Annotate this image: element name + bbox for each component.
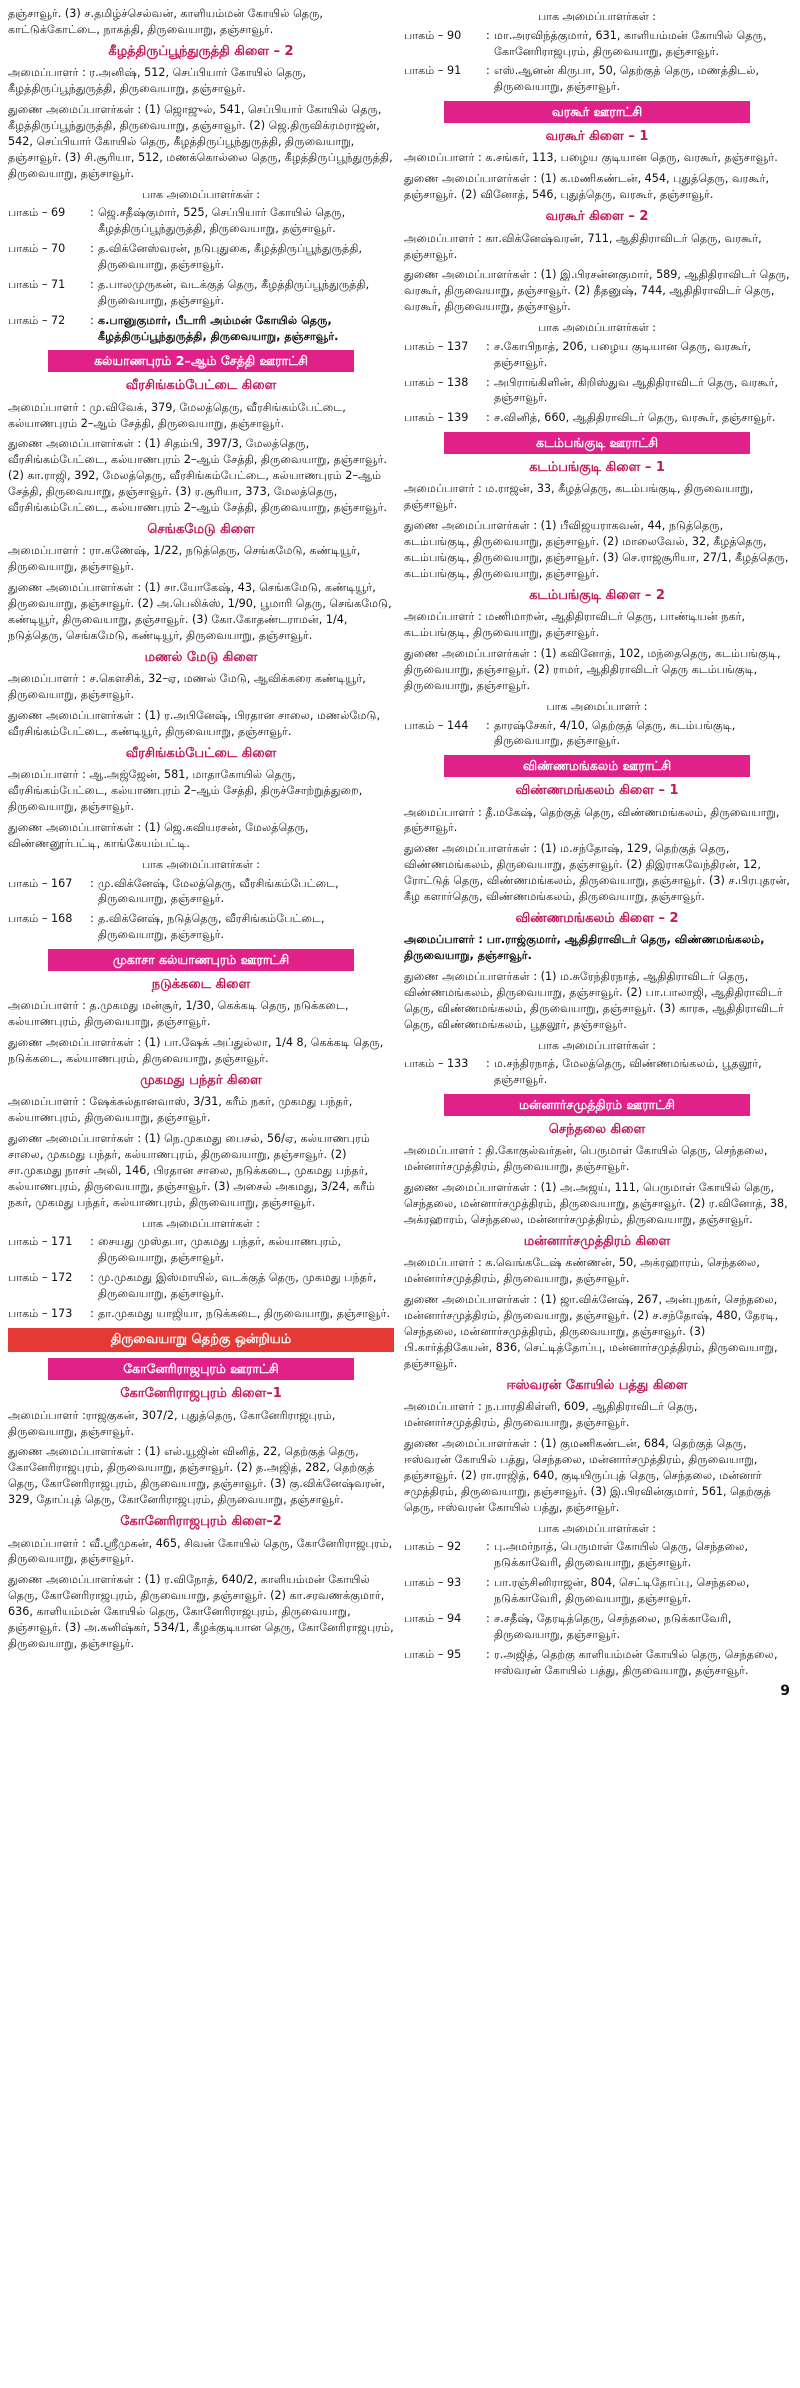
deputy-organizers-text: துணை அமைப்பாளர்கள் : (1) ம.சந்தோஷ், 129, தெற்குத் தெரு, விண்ணமங்கலம், திருவையாறு, தஞ்சாவூர். (2) திஇராகவேந்திரன், 12, ரோட்டுத் தெரு, விண்ணமங்கலம், திருவையாறு, தஞ்சாவூர். (3) ச.பிரபுதரன், கீழ களார்தெரு, விண்ணமங்கலம், திருவையாறு, தஞ்சாவூர். xyxy=(404,842,790,904)
booth-row: பாகம் – 91 : எஸ்.ஆனன் கிருபா, 50, தெற்குத் தெரு, மணத்திடல், திருவையாறு, தஞ்சாவூர். xyxy=(404,63,790,95)
deputy-organizers-text: துணை அமைப்பாளர்கள் : (1) நெ.முகமது பைசல், 56/ஏ, கல்யாணபுரம் சாலை, முகமது பந்தர், கல்யாணபுரம், திருவையாறு, தஞ்சாவூர். (2) சா.முகமது நாசர் அலி, 146, பிரதான சாலை, நடுக்கடை, முகமது பந்தர், கல்யாணபுரம், திருவையாறு, தஞ்சாவூர். (3) அசைல் அகமது, 3/24, கரீம் நகர், முகமது பந்தர், கல்யாணபுரம், திருவையாறு, தஞ்சாவூர். xyxy=(8,1132,376,1209)
booth-row: பாகம் – 137 : ச.கோபிநாத், 206, பழைய குடியான தெரு, வரகூர், தஞ்சாவூர். xyxy=(404,339,790,371)
organizer-text: அமைப்பாளர் : பா.ராஜ்குமார், ஆதிதிராவிடர் தெரு, விண்ணமங்கலம், திருவையாறு, தஞ்சாவூர். xyxy=(404,933,765,963)
organizer-text: அமைப்பாளர் : ர.அனிஷ், 512, செப்பியார் கோயில் தெரு, கீழத்திருப்பூந்துருத்தி, திருவையாறு, தஞ்சாவூர். xyxy=(8,66,307,96)
booth-value: மா.அரவிந்த்குமார், 631, காளியம்மன் கோயில் தெரு, கோனேரிராஜபுரம், திருவையாறு, தஞ்சாவூர். xyxy=(494,28,767,58)
organizer-text: அமைப்பாளர் : மு.விவேக், 379, மேலத்தெரு, வீரசிங்கம்பேட்டை, கல்யாணபுரம் 2–ஆம் சேத்தி, திருவையாறு, தஞ்சாவூர். xyxy=(8,400,346,430)
deputy-organizers-text: துணை அமைப்பாளர்கள் : (1) சா.யோகேஷ், 43, செங்கமேடு, கண்டியூர், திருவையாறு, தஞ்சாவூர். (2) அ.பெலிக்ஸ், 1/90, பூமாரி தெரு, செங்கமேடு, கண்டியூர், திருவையாறு, தஞ்சாவூர். (3) கோ.கோதண்டராமன், 1/4, நடுத்தெரு, செங்கமேடு, கண்டியூர், திருவையாறு, தஞ்சாவூர். xyxy=(8,581,392,642)
branch-heading: வீரசிங்கம்பேட்டை கிளை xyxy=(125,745,277,761)
deputy-organizers-text: துணை அமைப்பாளர்கள் : (1) க.மணிகண்டன், 454, புதுத்தெரு, வரகூர், தஞ்சாவூர். (2) வினோத், 546, புதுத்தெரு, வரகூர், தஞ்சாவூர். xyxy=(404,172,770,202)
deputy-organizers-text: துணை அமைப்பாளர்கள் : (1) இ.பிரசன்னகுமார், 589, ஆதிதிராவிடர் தெரு, வரகூர், திருவையாறு, தஞ்சாவூர். (2) தீதனுஷ், 744, ஆதிதிராவிடர் தெரு, வரகூர், திருவையாறு, தஞ்சாவூர். xyxy=(404,268,790,314)
booth-label: பாகம் – 144 xyxy=(404,718,469,732)
section-subheading: பாக அமைப்பாளர்கள் : xyxy=(142,857,260,871)
branch-heading: முகமது பந்தர் கிளை xyxy=(140,1073,262,1089)
branch-heading: செந்தலை கிளை xyxy=(548,1122,646,1138)
branch-heading: மன்னார்சமுத்திரம் கிளை xyxy=(523,1234,671,1250)
branch-heading: கோனேரிராஜபுரம் கிளை–2 xyxy=(120,1514,282,1530)
booth-value: தாரஷ்சேகர், 4/10, தெற்குத் தெரு, கடம்பங்குடி, திருவையாறு, தஞ்சாவூர். xyxy=(494,718,736,748)
booth-label: பாகம் – 94 xyxy=(404,1611,462,1625)
section-subheading: பாக அமைப்பாளர்கள் : xyxy=(538,1521,656,1535)
booth-row: பாகம் – 95 : ர.அஜித், தெற்கு காளியம்மன் கோயில் தெரு, செந்தலை, ஈஸ்வரன் கோயில் பத்து, திருவையாறு, தஞ்சாவூர். xyxy=(404,1647,790,1679)
booth-row: பாகம் – 144 : தாரஷ்சேகர், 4/10, தெற்குத் தெரு, கடம்பங்குடி, திருவையாறு, தஞ்சாவூர். xyxy=(404,718,790,750)
section-subheading: பாக அமைப்பாளர்கள் : xyxy=(142,1216,260,1230)
booth-value: அபிராங்கிளின், கிறிஸ்துவ ஆதிதிராவிடர் தெரு, வரகூர், தஞ்சாவூர். xyxy=(494,375,779,405)
booth-label: பாகம் – 91 xyxy=(404,64,462,78)
panchayat-banner: விண்ணமங்கலம் ஊராட்சி xyxy=(444,755,750,777)
booth-label: பாகம் – 172 xyxy=(8,1271,73,1285)
branch-heading: விண்ணமங்கலம் கிளை – 1 xyxy=(515,783,679,799)
branch-heading: வரகூர் கிளை – 1 xyxy=(545,128,649,144)
booth-row: பாகம் – 90 : மா.அரவிந்த்குமார், 631, காளியம்மன் கோயில் தெரு, கோனேரிராஜபுரம், திருவையாறு, தஞ்சாவூர். xyxy=(404,28,790,60)
union-banner: திருவையாறு தெற்கு ஒன்றியம் xyxy=(8,1328,394,1352)
booth-label: பாகம் – 133 xyxy=(404,1057,469,1071)
organizer-text: அமைப்பாளர் : வீ.ஸ்ரீமுகன், 465, சிவன் கோயில் தெரு, கோனேரிராஜபுரம், திருவையாறு, தஞ்சாவூர். xyxy=(8,1536,393,1566)
booth-label: பாகம் – 138 xyxy=(404,375,469,389)
panchayat-banner: முகாசா கல்யாணபுரம் ஊராட்சி xyxy=(48,949,354,971)
booth-label: பாகம் – 71 xyxy=(8,277,66,291)
booth-value: த.விக்னேஷ், நடுத்தெரு, வீரசிங்கம்பேட்டை, திருவையாறு, தஞ்சாவூர். xyxy=(98,912,325,942)
booth-row: பாகம் – 94 : ச.சதீஷ், தேரடித்தெரு, செந்தலை, நடுக்காவேரி, திருவையாறு, தஞ்சாவூர். xyxy=(404,1611,790,1643)
booth-label: பாகம் – 92 xyxy=(404,1540,462,1554)
panchayat-banner: கடம்பங்குடி ஊராட்சி xyxy=(444,432,750,454)
section-subheading: பாக அமைப்பாளர் : xyxy=(546,699,648,713)
booth-value: த.பாலமுருகன், வடக்குத் தெரு, கீழத்திருப்பூந்துருத்தி, திருவையாறு, தஞ்சாவூர். xyxy=(98,277,370,307)
deputy-organizers-text: துணை அமைப்பாளர்கள் : (1) ர.விநோத், 640/2, காளியம்மன் கோயில் தெரு, கோனேரிராஜபுரம், திருவையாறு, தஞ்சாவூர். (2) கா.சரவணக்குமார், 636, காளியம்மன் கோயில் தெரு, கோனேரிராஜபுரம், திருவையாறு, தஞ்சாவூர். (3) அ.கனிஷ்கர், 534/1, கீழக்குடியான தெரு, கோனேரிராஜபுரம், திருவையாறு, தஞ்சாவூர். xyxy=(8,1573,394,1650)
deputy-organizers-text: துணை அமைப்பாளர்கள் : (1) கவினோத், 102, மந்தைதெரு, கடம்பங்குடி, திருவையாறு, தஞ்சாவூர். (2) ராமர், ஆதிதிராவிடர் தெரு கடம்பங்குடி, திருவையாறு, தஞ்சாவூர். xyxy=(404,647,781,692)
deputy-organizers-text: துணை அமைப்பாளர்கள் : (1) எல்.யூஜின் வினித், 22, தெற்குத் தெரு, கோனேரிராஜபுரம், திருவையாறு, தஞ்சாவூர். (2) த.அஜித், 282, தெற்குத் தெரு, கோனேரிராஜபுரம், திருவையாறு, தஞ்சாவூர். (3) கு.விக்னேஷ்வரன், 329, தோப்புத் தெரு, கோனேரிராஜபுரம், திருவையாறு, தஞ்சாவூர். xyxy=(8,1445,386,1507)
booth-row: பாகம் – 71 : த.பாலமுருகன், வடக்குத் தெரு, கீழத்திருப்பூந்துருத்தி, திருவையாறு, தஞ்சாவூர். xyxy=(8,277,394,309)
right-column xyxy=(404,6,790,2388)
organizer-text: அமைப்பாளர் : க.சங்கர், 113, பழைய குடியான தெரு, வரகூர், தஞ்சாவூர். xyxy=(404,151,778,165)
deputy-organizers-text: துணை அமைப்பாளர்கள் : (1) ஜா.விக்னேஷ், 267, அன்புநகர், செந்தலை, மன்னார்சமுத்திரம், திருவையாறு, தஞ்சாவூர். (2) ச.சந்தோஷ், 480, தேரடி, செந்தலை, மன்னார்சமுத்திரம், திருவையாறு, தஞ்சாவூர். (3) பி.கார்த்திகேயன், 836, செட்டித்தோப்பு, மன்னார்சமுத்திரம், திருவையாறு, தஞ்சாவூர். xyxy=(404,1293,779,1370)
branch-heading: கடம்பங்குடி கிளை – 2 xyxy=(529,587,665,603)
deputy-organizers-text: துணை அமைப்பாளர்கள் : (1) பா.ஷேக் அப்துல்லா, 1/4 8, கெக்கடி தெரு, நடுக்கடை, கல்யாணபுரம், திருவையாறு, தஞ்சாவூர். xyxy=(8,1036,384,1066)
booth-row: பாகம் – 133 : ம.சந்திரநாத், மேலத்தெரு, விண்ணமங்கலம், பூதலூர், தஞ்சாவூர். xyxy=(404,1056,790,1088)
booth-value: ம.சந்திரநாத், மேலத்தெரு, விண்ணமங்கலம், பூதலூர், தஞ்சாவூர். xyxy=(494,1057,762,1087)
section-subheading: பாக அமைப்பாளர்கள் : xyxy=(538,1038,656,1052)
branch-heading: கீழத்திருப்பூந்துருத்தி கிளை – 2 xyxy=(108,43,294,59)
branch-heading: கோனேரிராஜபுரம் கிளை–1 xyxy=(120,1386,282,1402)
deputy-organizers-text: துணை அமைப்பாளர்கள் : (1) குமணிகண்டன், 684, தெற்குத் தெரு, ஈஸ்வரன் கோயில் பத்து, செந்தலை, மன்னார்சமுத்திரம், திருவையாறு, தஞ்சாவூர். (2) ரா.ராஜித், 640, குடியிருப்புத் தெரு, செந்தலை, மன்னார் சமுத்திரம், திருவையாறு, தஞ்சாவூர். (3) இ.பிரவின்குமார், 561, தெற்குத் தெரு, ஈஸ்வரன் கோயில் பத்து, தஞ்சாவூர். xyxy=(404,1437,771,1514)
booth-value: ச.சதீஷ், தேரடித்தெரு, செந்தலை, நடுக்காவேரி, திருவையாறு, தஞ்சாவூர். xyxy=(494,1611,732,1641)
intro-text: தஞ்சாவூர். (3) ச.தமிழ்ச்செல்வன், காளியம்மன் கோயில் தெரு, காட்டுக்கோட்டை, நாகத்தி, திருவையாறு, தஞ்சாவூர். xyxy=(8,7,323,36)
section-subheading: பாக அமைப்பாளர்கள் : xyxy=(538,10,656,23)
page-number: 9 xyxy=(780,1683,790,1700)
booth-label: பாகம் – 70 xyxy=(8,242,66,256)
branch-heading: ஈஸ்வரன் கோயில் பத்து கிளை xyxy=(506,1377,688,1393)
booth-row: பாகம் – 69 : ஜெ.சதீஷ்குமார், 525, செப்பியார் கோயில் தெரு, கீழத்திருப்பூந்துருத்தி, திருவையாறு, தஞ்சாவூர். xyxy=(8,205,394,237)
branch-heading: கடம்பங்குடி கிளை – 1 xyxy=(529,460,665,476)
booth-row: பாகம் – 93 : பா.ரஞ்சினிராஜன், 804, செட்டிதோப்பு, செந்தலை, நடுக்காவேரி, திருவையாறு, தஞ்சாவூர். xyxy=(404,1575,790,1607)
booth-row: பாகம் – 167 : மு.விக்னேஷ், மேலத்தெரு, வீரசிங்கம்பேட்டை, திருவையாறு, தஞ்சாவூர். xyxy=(8,876,394,908)
deputy-organizers-text: துணை அமைப்பாளர்கள் : (1) ஜொஜுல், 541, செப்பியார் கோயில் தெரு, கீழத்திருப்பூந்துருத்தி, திருவையாறு, தஞ்சாவூர். (2) ஜெ.திருவிக்ரமராஜன், 542, செப்பியார் கோயில் தெரு, கீழத்திருப்பூந்துருத்தி, திருவையாறு, தஞ்சாவூர். (3) சி.சூரியா, 512, மணக்கொல்லை தெரு, கீழத்திருப்பூந்துருத்தி, திருவையாறு, தஞ்சாவூர். xyxy=(8,103,393,180)
booth-value: பா.ரஞ்சினிராஜன், 804, செட்டிதோப்பு, செந்தலை, நடுக்காவேரி, திருவையாறு, தஞ்சாவூர். xyxy=(494,1576,750,1605)
deputy-organizers-text: துணை அமைப்பாளர்கள் : (1) அ.அஜய், 111, பெருமாள் கோயில் தெரு, செந்தலை, மன்னார்சமுத்திரம், திருவையாறு, தஞ்சாவூர். (2) ர.வினோத், 38, அக்ரஹாரம், செந்தலை, மன்னார்சமுத்திரம், திருவையாறு, தஞ்சாவூர். xyxy=(404,1181,788,1227)
booth-value: மு.விக்னேஷ், மேலத்தெரு, வீரசிங்கம்பேட்டை, திருவையாறு, தஞ்சாவூர். xyxy=(98,876,339,906)
deputy-organizers-text: துணை அமைப்பாளர்கள் : (1) பீவிஜயராகவன், 44, நடுத்தெரு, கடம்பங்குடி, திருவையாறு, தஞ்சாவூர். (2) மாலைவேல், 32, கீழத்தெரு, கடம்பங்குடி, திருவையாறு, தஞ்சாவூர். (3) செ.ராஜசூரியா, 27/1, கீழத்தெரு, கடம்பங்குடி, திருவையாறு, தஞ்சாவூர். xyxy=(404,519,789,581)
booth-label: பாகம் – 95 xyxy=(404,1647,462,1661)
organizer-text: அமைப்பாளர் : மணிமாறன், ஆதிதிராவிடர் தெரு, பாண்டியன் நகர், கடம்பங்குடி, திருவையாறு, தஞ்சாவூர். xyxy=(404,610,746,640)
panchayat-banner: கோனேரிராஜபுரம் ஊராட்சி xyxy=(48,1358,354,1380)
organizer-text: அமைப்பாளர் : தி.கோகுல்வர்தன், பெருமாள் கோயில் தெரு, செந்தலை, மன்னார்சமுத்திரம், திருவையாறு, தஞ்சாவூர். xyxy=(404,1144,768,1174)
panchayat-banner: கல்யாணபுரம் 2–ஆம் சேத்தி ஊராட்சி xyxy=(48,350,354,372)
booth-label: பாகம் – 167 xyxy=(8,876,73,890)
booth-label: பாகம் – 139 xyxy=(404,411,469,425)
branch-heading: வரகூர் கிளை – 2 xyxy=(545,209,649,225)
booth-label: பாகம் – 171 xyxy=(8,1235,73,1249)
organizer-text: அமைப்பாளர் : ந.பாரதிகிள்ளி, 609, ஆதிதிராவிடர் தெரு, மன்னார்சமுத்திரம், திருவையாறு, தஞ்சாவூர். xyxy=(404,1400,698,1430)
booth-row: பாகம் – 92 : பு.அமர்நாத், பெருமாள் கோயில் தெரு, செந்தலை, நடுக்காவேரி, திருவையாறு, தஞ்சாவூர். xyxy=(404,1539,790,1571)
booth-value: மு.முகமது இஸ்மாயில், வடக்குத் தெரு, முகமது பந்தர், திருவையாறு, தஞ்சாவூர். xyxy=(98,1271,377,1301)
booth-label: பாகம் – 72 xyxy=(8,313,66,327)
organizer-text: அமைப்பாளர் : கா.விக்னேஷ்வரன், 711, ஆதிதிராவிடர் தெரு, வரகூர், தஞ்சாவூர். xyxy=(404,231,762,261)
booth-value: சையது முஸ்தபா, முகமது பந்தர், கல்யாணபுரம், திருவையாறு, தஞ்சாவூர். xyxy=(98,1235,342,1265)
booth-label: பாகம் – 69 xyxy=(8,206,66,220)
branch-heading: வீரசிங்கம்பேட்டை கிளை xyxy=(125,378,277,394)
panchayat-banner: வரகூர் ஊராட்சி xyxy=(444,101,750,123)
branch-heading: நடுக்கடை கிளை xyxy=(151,976,251,992)
panchayat-banner: மன்னார்சமுத்திரம் ஊராட்சி xyxy=(444,1094,750,1116)
booth-label: பாகம் – 90 xyxy=(404,28,462,42)
deputy-organizers-text: துணை அமைப்பாளர்கள் : (1) சிதம்பி, 397/3, மேலத்தெரு, வீரசிங்கம்பேட்டை, கல்யாணபுரம் 2–ஆம் சேத்தி, திருவையாறு, தஞ்சாவூர். (2) கா.ராஜி, 392, மேலத்தெரு, வீரசிங்கம்பேட்டை, கல்யாணபுரம் 2–ஆம் சேத்தி, திருவையாறு, தஞ்சாவூர். (3) ர.சூரியா, 373, மேலத்தெரு, வீரசிங்கம்பேட்டை, கல்யாணபுரம் 2–ஆம் சேத்தி, திருவையாறு, தஞ்சாவூர். xyxy=(8,437,387,515)
left-column xyxy=(8,6,394,2388)
booth-label: பாகம் – 137 xyxy=(404,339,469,353)
booth-row: பாகம் – 70 : த.விக்னேஸ்வரன், நடுபுதுகை, கீழத்திருப்பூந்துருத்தி, திருவையாறு, தஞ்சாவூர். xyxy=(8,241,394,273)
branch-heading: விண்ணமங்கலம் கிளை – 2 xyxy=(515,910,679,926)
booth-value: ச.கோபிநாத், 206, பழைய குடியான தெரு, வரகூர், தஞ்சாவூர். xyxy=(494,339,752,369)
booth-value: த.விக்னேஸ்வரன், நடுபுதுகை, கீழத்திருப்பூந்துருத்தி, திருவையாறு, தஞ்சாவூர். xyxy=(98,242,363,271)
booth-label: பாகம் – 173 xyxy=(8,1307,73,1321)
organizer-text: அமைப்பாளர் : ரா.கணேஷ், 1/22, நடுத்தெரு, செங்கமேடு, கண்டியூர், திருவையாறு, தஞ்சாவூர். xyxy=(8,544,361,574)
booth-row: பாகம் – 173 : தா.முகமது யாஜியா, நடுக்கடை, திருவையாறு, தஞ்சாவூர். xyxy=(8,1306,394,1322)
organizer-text: அமைப்பாளர் : த.முகமது மன்சூர், 1/30, கெக்கடி தெரு, நடுக்கடை, கல்யாணபுரம், திருவையாறு, தஞ்சாவூர். xyxy=(8,999,349,1029)
section-subheading: பாக அமைப்பாளர்கள் : xyxy=(538,321,656,335)
organizer-text: அமைப்பாளர் :ராஜகுகன், 307/2, புதுத்தெரு, கோனேரிராஜபுரம், திருவையாறு, தஞ்சாவூர். xyxy=(8,1408,336,1438)
booth-value: தா.முகமது யாஜியா, நடுக்கடை, திருவையாறு, தஞ்சாவூர். xyxy=(98,1307,391,1321)
booth-label: பாகம் – 93 xyxy=(404,1576,462,1590)
booth-row: பாகம் – 138 : அபிராங்கிளின், கிறிஸ்துவ ஆதிதிராவிடர் தெரு, வரகூர், தஞ்சாவூர். xyxy=(404,375,790,407)
booth-row: பாகம் – 172 : மு.முகமது இஸ்மாயில், வடக்குத் தெரு, முகமது பந்தர், திருவையாறு, தஞ்சாவூர். xyxy=(8,1270,394,1302)
booth-value: க.பானுகுமார், பீடாரி அம்மன் கோயில் தெரு, கீழத்திருப்பூந்துருத்தி, திருவையாறு, தஞ்சாவூர். xyxy=(98,313,339,343)
booth-value: ர.அஜித், தெற்கு காளியம்மன் கோயில் தெரு, செந்தலை, ஈஸ்வரன் கோயில் பத்து, திருவையாறு, தஞ்சாவூர். xyxy=(494,1647,778,1677)
branch-heading: செங்கமேடு கிளை xyxy=(147,522,255,538)
organizer-text: அமைப்பாளர் : ச.கௌசிக், 32–ஏ, மணல் மேடு, ஆவிக்கரை கண்டியூர், திருவையாறு, தஞ்சாவூர். xyxy=(8,672,366,702)
booth-value: ஜெ.சதீஷ்குமார், 525, செப்பியார் கோயில் தெரு, கீழத்திருப்பூந்துருத்தி, திருவையாறு, தஞ்சாவூர். xyxy=(98,206,346,236)
organizer-text: அமைப்பாளர் : க.வெங்கடேஷ் கண்ணன், 50, அக்ரஹாரம், செந்தலை, மன்னார்சமுத்திரம், திருவையாறு, தஞ்சாவூர். xyxy=(404,1256,760,1286)
organizer-text: அமைப்பாளர் : ம.ராஜன், 33, கீழத்தெரு, கடம்பங்குடி, திருவையாறு, தஞ்சாவூர். xyxy=(404,482,754,512)
booth-value: பு.அமர்நாத், பெருமாள் கோயில் தெரு, செந்தலை, நடுக்காவேரி, திருவையாறு, தஞ்சாவூர். xyxy=(494,1540,749,1570)
organizer-text: அமைப்பாளர் : தீ.மகேஷ், தெற்குத் தெரு, விண்ணமங்கலம், திருவையாறு, தஞ்சாவூர். xyxy=(404,805,780,835)
deputy-organizers-text: துணை அமைப்பாளர்கள் : (1) ஜெ.கவியரசன், மேலத்தெரு, விண்ணனூர்பட்டி, காங்கேயம்பட்டி. xyxy=(8,821,309,851)
branch-heading: மணல் மேடு கிளை xyxy=(144,649,258,665)
deputy-organizers-text: துணை அமைப்பாளர்கள் : (1) ர.அபினேஷ், பிரதான சாலை, மணல்மேடு, வீரசிங்கம்பேட்டை, கண்டியூர், திருவையாறு, தஞ்சாவூர். xyxy=(8,709,381,739)
organizer-text: அமைப்பாளர் : ஆ.அஜ்ஜேன், 581, மாதாகோயில் தெரு, வீரசிங்கம்பேட்டை, கல்யாணபுரம் 2–ஆம் சேத்தி, திருச்சோற்றுத்துறை, திருவையாறு, தஞ்சாவூர். xyxy=(8,768,363,814)
organizer-text: அமைப்பாளர் : ஷேக்சுல்தானவாஸ், 3/31, கரீம் நகர், முகமது பந்தர், கல்யாணபுரம், திருவையாறு, தஞ்சாவூர். xyxy=(8,1095,353,1125)
booth-row: பாகம் – 171 : சையது முஸ்தபா, முகமது பந்தர், கல்யாணபுரம், திருவையாறு, தஞ்சாவூர். xyxy=(8,1234,394,1266)
deputy-organizers-text: துணை அமைப்பாளர்கள் : (1) ம.சுரேந்திரநாத், ஆதிதிராவிடர் தெரு, விண்ணமங்கலம், திருவையாறு, தஞ்சாவூர். (2) பா.பாலாஜி, ஆதிதிராவிடர் தெரு, விண்ணமங்கலம், திருவையாறு, தஞ்சாவூர். (3) காரசு, ஆதிதிராவிடர் தெரு, விண்ணமங்கலம், பூதலூர், தஞ்சாவூர். xyxy=(404,970,784,1031)
booth-row: பாகம் – 139 : ச.வினித், 660, ஆதிதிராவிடர் தெரு, வரகூர், தஞ்சாவூர். xyxy=(404,410,790,426)
booth-value: எஸ்.ஆனன் கிருபா, 50, தெற்குத் தெரு, மணத்திடல், திருவையாறு, தஞ்சாவூர். xyxy=(494,64,760,94)
booth-value: ச.வினித், 660, ஆதிதிராவிடர் தெரு, வரகூர், தஞ்சாவூர். xyxy=(494,411,776,425)
booth-row: பாகம் – 168 : த.விக்னேஷ், நடுத்தெரு, வீரசிங்கம்பேட்டை, திருவையாறு, தஞ்சாவூர். xyxy=(8,911,394,943)
booth-label: பாகம் – 168 xyxy=(8,912,73,926)
section-subheading: பாக அமைப்பாளர்கள் : xyxy=(142,187,260,201)
booth-row: பாகம் – 72 : க.பானுகுமார், பீடாரி அம்மன் கோயில் தெரு, கீழத்திருப்பூந்துருத்தி, திருவையாறு, தஞ்சாவூர். xyxy=(8,313,394,345)
